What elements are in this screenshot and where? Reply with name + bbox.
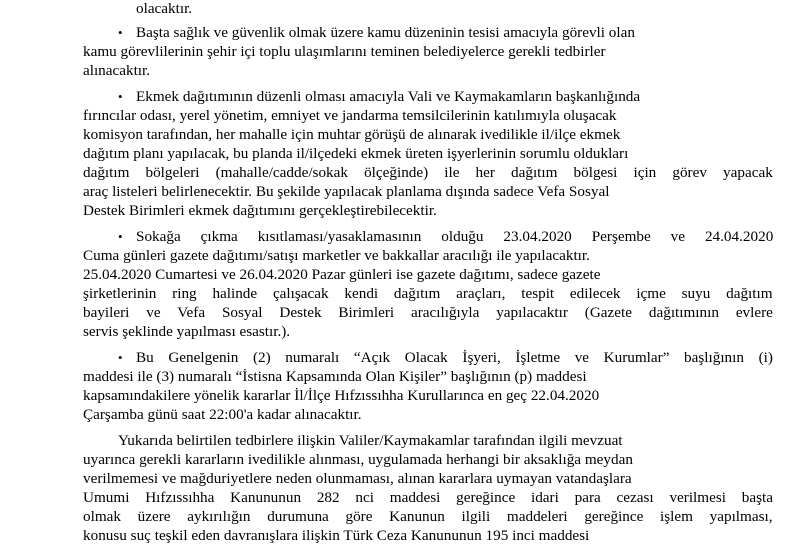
text-line: olacaktır. (136, 0, 193, 17)
text-line: Sokağa çıkma kısıtlaması/yasaklamasının olduğu 23.04.2020 Perşembe ve 24.04.2020 (136, 228, 774, 245)
bullet-icon: • (118, 350, 123, 365)
text-line: dağıtım planı yapılacak, bu planda il/ilçedeki ekmek üreten işyerlerinin sorumlu oldukları (83, 145, 629, 162)
text-line: olmak üzere aykırılığın durumuna göre Kanunun ilgili maddeleri gereğince işlem yapılması, (83, 508, 773, 525)
text-line: Yukarıda belirtilen tedbirlere ilişkin Valiler/Kaymakamlar tarafından ilgili mevzuat (118, 432, 623, 449)
text-line: Umumi Hıfzıssıhha Kanununun 282 nci maddesi gereğince idari para cezası verilmesi başta (83, 489, 773, 506)
text-line: şirketlerinin ring halinde çalışacak kendi dağıtım araçları, tespit edilecek içme suyu dağıtım (83, 285, 773, 302)
text-line: Çarşamba günü saat 22:00'a kadar alınacaktır. (83, 406, 362, 423)
bullet-icon: • (118, 229, 123, 244)
text-line: kamu görevlilerinin şehir içi toplu ulaşımlarını teminen belediyelerce gerekli tedbirler (83, 43, 606, 60)
text-line: maddesi ile (3) numaralı “İstisna Kapsamında Olan Kişiler” başlığının (p) maddesi (83, 368, 587, 385)
bullet-icon: • (118, 25, 123, 40)
text-line: verilmemesi ve mağduriyetlere neden olunmaması, alınan kararlara uymayan vatandaşlara (83, 470, 632, 487)
text-line: alınacaktır. (83, 62, 151, 79)
text-line: fırıncılar odası, yerel yönetim, emniyet ve jandarma temsilcilerinin katılımıyla oluşacak (83, 107, 617, 124)
text-line: Ekmek dağıtımının düzenli olması amacıyla Vali ve Kaymakamların başkanlığında (136, 88, 641, 105)
text-line: uyarınca gerekli kararların ivedilikle alınması, uygulamada herhangi bir aksaklığa meydan (83, 451, 633, 468)
bullet-icon: • (118, 89, 123, 104)
text-line: Başta sağlık ve güvenlik olmak üzere kamu düzeninin tesisi amacıyla görevli olan (136, 24, 635, 41)
text-line: 25.04.2020 Cumartesi ve 26.04.2020 Pazar günleri ise gazete dağıtımı, sadece gazete (83, 266, 601, 283)
text-line: Bu Genelgenin (2) numaralı “Açık Olacak İşyeri, İşletme ve Kurumlar” başlığının (i) (136, 349, 773, 366)
text-line: kapsamındakilere yönelik kararlar İl/İlçe Hıfzıssıhha Kurullarınca en geç 22.04.2020 (83, 387, 600, 404)
text-line: servis şeklinde yapılması esastır.). (83, 323, 291, 340)
text-line: araç listeleri belirlenecektir. Bu şekilde yapılacak planlama dışında sadece Vefa Sosyal (83, 183, 610, 200)
text-line: dağıtım bölgeleri (mahalle/cadde/sokak ölçeğinde) ile her dağıtım bölgesi için görev yapacak (83, 164, 773, 181)
text-line: Destek Birimleri ekmek dağıtımını gerçekleştirebilecektir. (83, 202, 437, 219)
text-line: bayileri ve Vefa Sosyal Destek Birimleri aracılığıyla yapılacaktır (Gazete dağıtımının evlere (83, 304, 773, 321)
text-line: Cuma günleri gazete dağıtımı/satışı marketler ve bakkallar aracılığı ile yapılacaktır. (83, 247, 590, 264)
text-line: komisyon tarafından, her mahalle için muhtar görüşü de alınarak ivedilikle il/ilçe ekmek (83, 126, 621, 143)
text-line: konusu suç teşkil eden davranışlara ilişkin Türk Ceza Kanununun 195 inci maddesi (83, 527, 590, 544)
